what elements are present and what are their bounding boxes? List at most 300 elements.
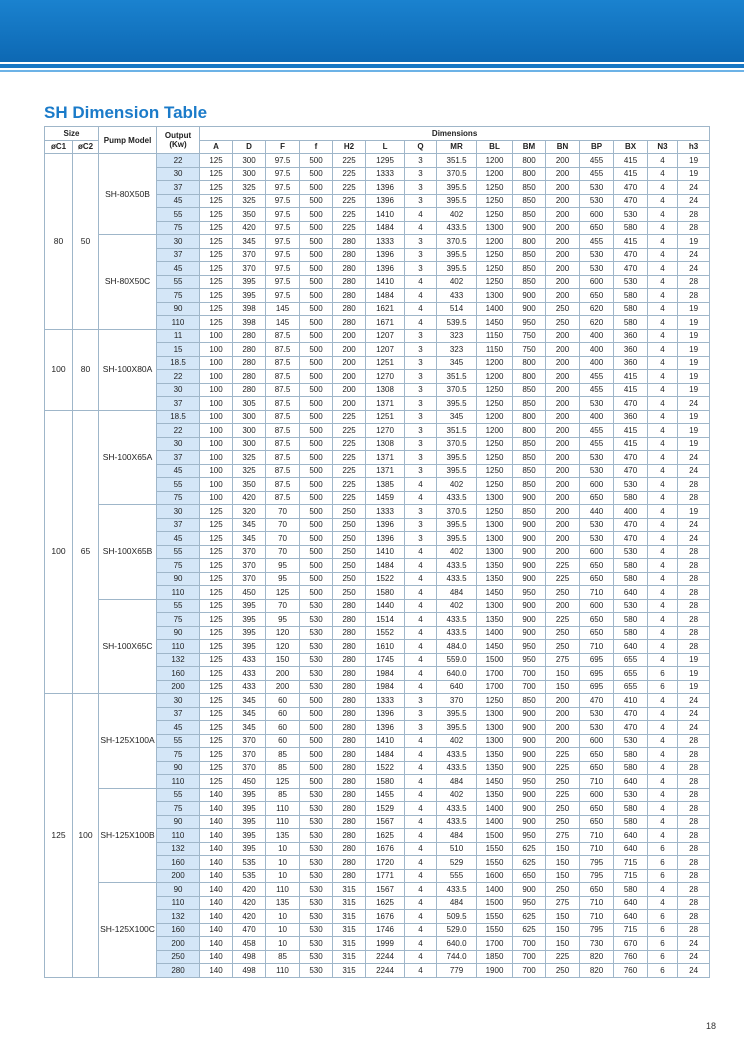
dimension-cell: 500 bbox=[300, 397, 333, 411]
dimension-cell: 530 bbox=[580, 721, 614, 735]
dimension-cell: 800 bbox=[513, 370, 546, 384]
dimension-cell: 370 bbox=[233, 262, 266, 276]
dimension-cell: 125 bbox=[200, 775, 233, 789]
dimension-cell: 1300 bbox=[477, 491, 513, 505]
dimension-cell: 200 bbox=[546, 478, 580, 492]
dimension-cell: 950 bbox=[513, 653, 546, 667]
dimension-cell: 60 bbox=[266, 721, 300, 735]
output-cell: 90 bbox=[157, 761, 200, 775]
dimension-cell: 1410 bbox=[366, 208, 405, 222]
dimension-cell: 28 bbox=[678, 275, 710, 289]
dimension-cell: 140 bbox=[200, 788, 233, 802]
dimension-cell: 120 bbox=[266, 626, 300, 640]
dimension-cell: 19 bbox=[678, 316, 710, 330]
dimension-cell: 530 bbox=[300, 937, 333, 951]
dimension-cell: 650 bbox=[580, 802, 614, 816]
dimension-cell: 625 bbox=[513, 856, 546, 870]
table-row bbox=[45, 329, 710, 343]
dimension-cell: 650 bbox=[580, 748, 614, 762]
dimension-cell: 1250 bbox=[477, 694, 513, 708]
dimension-cell: 695 bbox=[580, 653, 614, 667]
dimension-cell: 470 bbox=[614, 707, 648, 721]
dimension-cell: 1371 bbox=[366, 464, 405, 478]
output-cell: 55 bbox=[157, 478, 200, 492]
dimension-cell: 1396 bbox=[366, 518, 405, 532]
dimension-cell: 1300 bbox=[477, 221, 513, 235]
dimension-cell: 900 bbox=[513, 734, 546, 748]
output-cell: 55 bbox=[157, 599, 200, 613]
dimension-cell: 1251 bbox=[366, 356, 405, 370]
dimension-cell: 125 bbox=[200, 545, 233, 559]
dimension-cell: 1550 bbox=[477, 842, 513, 856]
dimension-cell: 345 bbox=[233, 532, 266, 546]
dimension-cell: 700 bbox=[513, 680, 546, 694]
dimension-cell: 280 bbox=[333, 262, 366, 276]
dimension-cell: 125 bbox=[200, 208, 233, 222]
dimension-cell: 500 bbox=[300, 154, 333, 168]
dimension-cell: 4 bbox=[648, 626, 678, 640]
dimension-cell: 415 bbox=[614, 167, 648, 181]
header-dim-col: N3 bbox=[648, 140, 678, 154]
output-cell: 45 bbox=[157, 721, 200, 735]
page-title: SH Dimension Table bbox=[44, 103, 208, 122]
dimension-cell: 370 bbox=[233, 545, 266, 559]
dimension-cell: 4 bbox=[405, 964, 437, 978]
dimension-cell: 19 bbox=[678, 437, 710, 451]
dimension-cell: 4 bbox=[648, 896, 678, 910]
dimension-cell: 4 bbox=[648, 545, 678, 559]
dimension-cell: 650 bbox=[580, 815, 614, 829]
dimension-cell: 19 bbox=[678, 383, 710, 397]
dimension-cell: 433.5 bbox=[437, 802, 477, 816]
dimension-cell: 580 bbox=[614, 302, 648, 316]
dimension-cell: 530 bbox=[300, 599, 333, 613]
dimension-cell: 530 bbox=[580, 532, 614, 546]
header-dim-col: h3 bbox=[678, 140, 710, 154]
dimension-cell: 530 bbox=[300, 869, 333, 883]
dimension-cell: 1200 bbox=[477, 154, 513, 168]
dimension-cell: 140 bbox=[200, 964, 233, 978]
dimension-cell: 4 bbox=[648, 734, 678, 748]
dimension-cell: 4 bbox=[648, 532, 678, 546]
dimension-cell: 640 bbox=[614, 910, 648, 924]
dimension-cell: 4 bbox=[405, 316, 437, 330]
pump-model-cell: SH-80X50B bbox=[99, 154, 157, 235]
dimension-cell: 950 bbox=[513, 775, 546, 789]
dimension-cell: 28 bbox=[678, 586, 710, 600]
dimension-cell: 125 bbox=[200, 194, 233, 208]
dimension-cell: 4 bbox=[648, 694, 678, 708]
dimension-cell: 125 bbox=[200, 640, 233, 654]
dimension-cell: 3 bbox=[405, 329, 437, 343]
dimension-cell: 559.0 bbox=[437, 653, 477, 667]
dimension-cell: 370 bbox=[233, 761, 266, 775]
output-cell: 30 bbox=[157, 167, 200, 181]
dimension-cell: 280 bbox=[333, 680, 366, 694]
dimension-cell: 450 bbox=[233, 586, 266, 600]
dimension-cell: 500 bbox=[300, 289, 333, 303]
dimension-cell: 87.5 bbox=[266, 451, 300, 465]
dimension-cell: 97.5 bbox=[266, 248, 300, 262]
pump-model-cell: SH-100X65A bbox=[99, 410, 157, 505]
dimension-cell: 640.0 bbox=[437, 937, 477, 951]
dimension-cell: 200 bbox=[546, 734, 580, 748]
dimension-cell: 1400 bbox=[477, 302, 513, 316]
dimension-cell: 87.5 bbox=[266, 343, 300, 357]
output-cell: 18.5 bbox=[157, 410, 200, 424]
dimension-cell: 500 bbox=[300, 329, 333, 343]
dimension-cell: 530 bbox=[300, 653, 333, 667]
dimension-cell: 120 bbox=[266, 640, 300, 654]
dimension-cell: 10 bbox=[266, 923, 300, 937]
dimension-cell: 225 bbox=[546, 572, 580, 586]
dimension-cell: 850 bbox=[513, 505, 546, 519]
dimension-cell: 1522 bbox=[366, 572, 405, 586]
dimension-cell: 200 bbox=[546, 383, 580, 397]
dimension-cell: 1150 bbox=[477, 343, 513, 357]
dimension-cell: 1625 bbox=[366, 896, 405, 910]
header-stripe-thin bbox=[0, 70, 744, 72]
dimension-cell: 250 bbox=[546, 775, 580, 789]
output-cell: 75 bbox=[157, 491, 200, 505]
dimension-cell: 4 bbox=[405, 829, 437, 843]
dimension-cell: 850 bbox=[513, 397, 546, 411]
dimension-cell: 87.5 bbox=[266, 383, 300, 397]
dimension-cell: 280 bbox=[333, 235, 366, 249]
dimension-cell: 370.5 bbox=[437, 437, 477, 451]
dimension-cell: 19 bbox=[678, 653, 710, 667]
output-cell: 15 bbox=[157, 343, 200, 357]
output-cell: 55 bbox=[157, 734, 200, 748]
dimension-cell: 351.5 bbox=[437, 154, 477, 168]
dimension-cell: 3 bbox=[405, 410, 437, 424]
output-cell: 75 bbox=[157, 289, 200, 303]
dimension-cell: 10 bbox=[266, 842, 300, 856]
dimension-cell: 125 bbox=[200, 235, 233, 249]
dimension-cell: 280 bbox=[333, 640, 366, 654]
dimension-cell: 500 bbox=[300, 721, 333, 735]
dimension-cell: 325 bbox=[233, 194, 266, 208]
dimension-cell: 470 bbox=[614, 181, 648, 195]
dimension-cell: 1300 bbox=[477, 532, 513, 546]
dimension-cell: 87.5 bbox=[266, 424, 300, 438]
dimension-cell: 3 bbox=[405, 383, 437, 397]
dimension-cell: 4 bbox=[648, 248, 678, 262]
dimension-cell: 10 bbox=[266, 910, 300, 924]
output-cell: 160 bbox=[157, 923, 200, 937]
dimension-cell: 415 bbox=[614, 235, 648, 249]
output-cell: 90 bbox=[157, 883, 200, 897]
dimension-cell: 3 bbox=[405, 194, 437, 208]
dimension-cell: 530 bbox=[300, 680, 333, 694]
dimension-cell: 500 bbox=[300, 343, 333, 357]
dimension-cell: 225 bbox=[546, 950, 580, 964]
dimension-cell: 1984 bbox=[366, 680, 405, 694]
dimension-cell: 900 bbox=[513, 883, 546, 897]
dimension-cell: 695 bbox=[580, 680, 614, 694]
dimension-cell: 4 bbox=[405, 613, 437, 627]
dimension-cell: 28 bbox=[678, 491, 710, 505]
dimension-cell: 650 bbox=[580, 613, 614, 627]
dimension-cell: 484 bbox=[437, 896, 477, 910]
dimension-cell: 4 bbox=[648, 478, 678, 492]
dimension-cell: 28 bbox=[678, 626, 710, 640]
dimension-cell: 280 bbox=[333, 815, 366, 829]
dimension-cell: 500 bbox=[300, 761, 333, 775]
dimension-cell: 500 bbox=[300, 248, 333, 262]
output-cell: 37 bbox=[157, 248, 200, 262]
dimension-cell: 200 bbox=[546, 545, 580, 559]
dimension-cell: 850 bbox=[513, 437, 546, 451]
dimension-cell: 1484 bbox=[366, 559, 405, 573]
dimension-cell: 530 bbox=[580, 397, 614, 411]
dimension-cell: 6 bbox=[648, 964, 678, 978]
dimension-cell: 4 bbox=[648, 167, 678, 181]
header-dim-col: Q bbox=[405, 140, 437, 154]
dimension-cell: 1207 bbox=[366, 343, 405, 357]
dimension-cell: 710 bbox=[580, 829, 614, 843]
dimension-cell: 350 bbox=[233, 208, 266, 222]
dimension-cell: 1500 bbox=[477, 829, 513, 843]
dimension-cell: 70 bbox=[266, 545, 300, 559]
dimension-cell: 1746 bbox=[366, 923, 405, 937]
dimension-cell: 4 bbox=[648, 181, 678, 195]
dimension-cell: 4 bbox=[405, 667, 437, 681]
dimension-cell: 28 bbox=[678, 478, 710, 492]
dimension-cell: 145 bbox=[266, 302, 300, 316]
dimension-cell: 19 bbox=[678, 410, 710, 424]
dimension-cell: 100 bbox=[200, 491, 233, 505]
dimension-cell: 280 bbox=[333, 788, 366, 802]
dimension-cell: 455 bbox=[580, 167, 614, 181]
dimension-cell: 415 bbox=[614, 154, 648, 168]
dimension-cell: 433.5 bbox=[437, 883, 477, 897]
dimension-cell: 315 bbox=[333, 923, 366, 937]
dimension-cell: 315 bbox=[333, 910, 366, 924]
dimension-cell: 1700 bbox=[477, 937, 513, 951]
dimension-cell: 110 bbox=[266, 883, 300, 897]
dimension-cell: 150 bbox=[546, 869, 580, 883]
dimension-cell: 87.5 bbox=[266, 397, 300, 411]
dimension-cell: 455 bbox=[580, 383, 614, 397]
dimension-cell: 125 bbox=[200, 761, 233, 775]
dimension-cell: 250 bbox=[546, 626, 580, 640]
dimension-cell: 1350 bbox=[477, 559, 513, 573]
dimension-cell: 500 bbox=[300, 505, 333, 519]
dimension-cell: 200 bbox=[546, 518, 580, 532]
dimension-cell: 300 bbox=[233, 424, 266, 438]
dimension-cell: 395 bbox=[233, 599, 266, 613]
dimension-cell: 640 bbox=[614, 842, 648, 856]
dimension-cell: 530 bbox=[300, 829, 333, 843]
dimension-cell: 470 bbox=[614, 464, 648, 478]
dimension-cell: 4 bbox=[405, 896, 437, 910]
dimension-cell: 315 bbox=[333, 964, 366, 978]
dimension-cell: 395 bbox=[233, 842, 266, 856]
dimension-cell: 125 bbox=[200, 626, 233, 640]
dimension-cell: 345 bbox=[437, 356, 477, 370]
dimension-cell: 458 bbox=[233, 937, 266, 951]
dimension-cell: 97.5 bbox=[266, 289, 300, 303]
output-cell: 37 bbox=[157, 707, 200, 721]
dimension-cell: 402 bbox=[437, 734, 477, 748]
dimension-cell: 1580 bbox=[366, 775, 405, 789]
dimension-cell: 135 bbox=[266, 896, 300, 910]
dimension-cell: 4 bbox=[648, 775, 678, 789]
dimension-cell: 6 bbox=[648, 869, 678, 883]
dimension-cell: 1999 bbox=[366, 937, 405, 951]
dimension-cell: 1250 bbox=[477, 464, 513, 478]
dimension-cell: 4 bbox=[648, 491, 678, 505]
dimension-cell: 100 bbox=[200, 356, 233, 370]
dimension-cell: 125 bbox=[200, 289, 233, 303]
dimension-cell: 4 bbox=[648, 599, 678, 613]
dimension-cell: 4 bbox=[648, 586, 678, 600]
dimension-cell: 280 bbox=[333, 289, 366, 303]
dimension-cell: 110 bbox=[266, 815, 300, 829]
dimension-cell: 370 bbox=[233, 572, 266, 586]
dimension-cell: 4 bbox=[405, 869, 437, 883]
dimension-cell: 97.5 bbox=[266, 208, 300, 222]
table-row bbox=[45, 694, 710, 708]
dimension-cell: 395 bbox=[233, 802, 266, 816]
dimension-cell: 125 bbox=[200, 572, 233, 586]
output-cell: 90 bbox=[157, 815, 200, 829]
dimension-cell: 200 bbox=[546, 694, 580, 708]
dimension-cell: 433.5 bbox=[437, 748, 477, 762]
dimension-cell: 280 bbox=[233, 343, 266, 357]
dimension-cell: 85 bbox=[266, 761, 300, 775]
dimension-cell: 225 bbox=[333, 154, 366, 168]
dimension-cell: 3 bbox=[405, 721, 437, 735]
dimension-cell: 650 bbox=[580, 626, 614, 640]
dimension-cell: 3 bbox=[405, 167, 437, 181]
size-c2-cell: 80 bbox=[73, 329, 99, 410]
output-cell: 90 bbox=[157, 572, 200, 586]
dimension-cell: 70 bbox=[266, 505, 300, 519]
dimension-cell: 305 bbox=[233, 397, 266, 411]
dimension-cell: 850 bbox=[513, 464, 546, 478]
dimension-cell: 1567 bbox=[366, 815, 405, 829]
dimension-cell: 135 bbox=[266, 829, 300, 843]
output-cell: 45 bbox=[157, 532, 200, 546]
dimension-cell: 800 bbox=[513, 356, 546, 370]
dimension-cell: 200 bbox=[333, 370, 366, 384]
dimension-cell: 1300 bbox=[477, 545, 513, 559]
dimension-cell: 87.5 bbox=[266, 491, 300, 505]
dimension-cell: 500 bbox=[300, 518, 333, 532]
dimension-cell: 4 bbox=[405, 748, 437, 762]
dimension-cell: 345 bbox=[233, 707, 266, 721]
dimension-cell: 800 bbox=[513, 424, 546, 438]
dimension-cell: 24 bbox=[678, 194, 710, 208]
dimension-cell: 1550 bbox=[477, 923, 513, 937]
dimension-cell: 1671 bbox=[366, 316, 405, 330]
dimension-cell: 655 bbox=[614, 667, 648, 681]
header-dim-col: BL bbox=[477, 140, 513, 154]
dimension-cell: 4 bbox=[405, 221, 437, 235]
dimension-cell: 1514 bbox=[366, 613, 405, 627]
dimension-cell: 70 bbox=[266, 532, 300, 546]
dimension-cell: 250 bbox=[333, 572, 366, 586]
dimension-cell: 1410 bbox=[366, 275, 405, 289]
dimension-cell: 402 bbox=[437, 545, 477, 559]
dimension-cell: 400 bbox=[580, 410, 614, 424]
dimension-cell: 225 bbox=[333, 464, 366, 478]
dimension-cell: 97.5 bbox=[266, 221, 300, 235]
dimension-cell: 4 bbox=[405, 815, 437, 829]
dimension-cell: 24 bbox=[678, 464, 710, 478]
dimension-cell: 140 bbox=[200, 896, 233, 910]
dimension-cell: 850 bbox=[513, 478, 546, 492]
dimension-cell: 4 bbox=[648, 518, 678, 532]
dimension-cell: 300 bbox=[233, 410, 266, 424]
dimension-cell: 640 bbox=[614, 896, 648, 910]
dimension-cell: 28 bbox=[678, 613, 710, 627]
dimension-cell: 500 bbox=[300, 464, 333, 478]
dimension-cell: 500 bbox=[300, 694, 333, 708]
dimension-cell: 420 bbox=[233, 910, 266, 924]
dimension-cell: 3 bbox=[405, 397, 437, 411]
output-cell: 90 bbox=[157, 302, 200, 316]
output-cell: 22 bbox=[157, 424, 200, 438]
dimension-cell: 1250 bbox=[477, 194, 513, 208]
dimension-cell: 140 bbox=[200, 883, 233, 897]
dimension-cell: 24 bbox=[678, 721, 710, 735]
dimension-cell: 4 bbox=[648, 370, 678, 384]
dimension-cell: 250 bbox=[546, 964, 580, 978]
dimension-cell: 500 bbox=[300, 707, 333, 721]
dimension-cell: 4 bbox=[405, 586, 437, 600]
dimension-cell: 455 bbox=[580, 370, 614, 384]
dimension-cell: 580 bbox=[614, 626, 648, 640]
dimension-cell: 200 bbox=[333, 343, 366, 357]
header-dim-col: BX bbox=[614, 140, 648, 154]
dimension-cell: 1700 bbox=[477, 680, 513, 694]
dimension-cell: 28 bbox=[678, 923, 710, 937]
dimension-cell: 280 bbox=[233, 329, 266, 343]
dimension-cell: 28 bbox=[678, 910, 710, 924]
dimension-cell: 3 bbox=[405, 518, 437, 532]
dimension-cell: 650 bbox=[580, 289, 614, 303]
dimension-cell: 395 bbox=[233, 640, 266, 654]
dimension-cell: 730 bbox=[580, 937, 614, 951]
dimension-cell: 370 bbox=[233, 559, 266, 573]
dimension-cell: 280 bbox=[333, 748, 366, 762]
dimension-cell: 1250 bbox=[477, 275, 513, 289]
dimension-cell: 4 bbox=[405, 761, 437, 775]
dimension-cell: 1484 bbox=[366, 221, 405, 235]
dimension-cell: 4 bbox=[648, 748, 678, 762]
dimension-cell: 360 bbox=[614, 329, 648, 343]
dimension-cell: 4 bbox=[648, 559, 678, 573]
dimension-cell: 433 bbox=[233, 680, 266, 694]
dimension-cell: 125 bbox=[200, 613, 233, 627]
dimension-cell: 4 bbox=[648, 802, 678, 816]
dimension-cell: 402 bbox=[437, 275, 477, 289]
dimension-cell: 395.5 bbox=[437, 532, 477, 546]
output-cell: 250 bbox=[157, 950, 200, 964]
dimension-cell: 4 bbox=[648, 613, 678, 627]
dimension-cell: 800 bbox=[513, 154, 546, 168]
dimension-cell: 225 bbox=[546, 788, 580, 802]
dimension-cell: 950 bbox=[513, 640, 546, 654]
dimension-cell: 625 bbox=[513, 923, 546, 937]
dimension-cell: 110 bbox=[266, 964, 300, 978]
dimension-cell: 225 bbox=[333, 181, 366, 195]
dimension-cell: 4 bbox=[405, 680, 437, 694]
dimension-cell: 484.0 bbox=[437, 640, 477, 654]
